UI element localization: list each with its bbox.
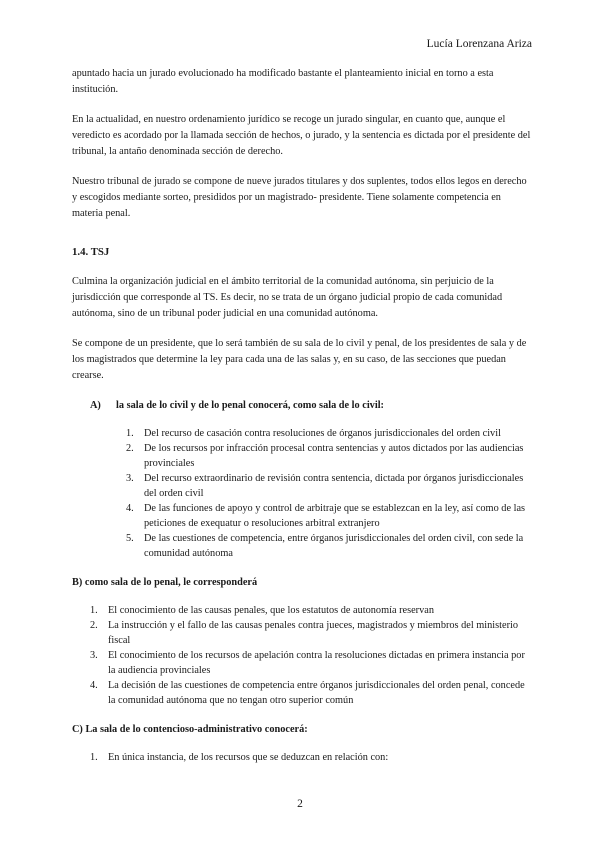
subsection-c-title: C) La sala de lo contencioso-administrativo conocerá: [72, 724, 308, 735]
subsection-b-title: B) como sala de lo penal, le corresponderá [72, 577, 258, 588]
page-content [72, 66, 532, 779]
list-a [126, 426, 532, 561]
list-b [90, 603, 532, 708]
list-c [90, 750, 532, 765]
paragraph-4: Culmina la organización judicial en el ámbito territorial de la comunidad autónoma, sin perjuicio de la jurisdicción que corresponde al TS. Es decir, no se trata de un órgano judicial propio de cada comunidad autónoma, sino de un tribunal poder judicial en una comunidad autónoma. [72, 276, 503, 319]
list-item: 1. En única instancia, de los recursos que se deduzcan en relación con: [90, 752, 389, 763]
list-item: 5. De las cuestiones de competencia, entre órganos jurisdiccionales del orden civil, con sede la comunidad autónoma [126, 533, 524, 559]
header-author: Lucía Lorenzana Ariza [426, 38, 532, 50]
paragraph-5: Se compone de un presidente, que lo será también de su sala de lo civil y penal, de los presidentes de sala y de los magistrados que determine la ley para cada una de las salas y, en su caso, de las secciones que puedan crearse. [72, 338, 527, 381]
list-item: 2. De los recursos por infracción procesal contra sentencias y autos dictados por las audiencias provinciales [126, 443, 524, 469]
section-heading-tsj: 1.4. TSJ [72, 246, 110, 258]
subsection-a-letter: A) [90, 400, 101, 411]
list-item: 4. De las funciones de apoyo y control de arbitraje que se establezcan en la ley, así como de las peticiones de exequatur o resoluciones arbitral extranjero [126, 503, 526, 529]
paragraph-3: Nuestro tribunal de jurado se compone de nueve jurados titulares y dos suplentes, todos ellos legos en derecho y escogidos mediante sorteo, presididos por un magistrado- presidente. Tiene solamente competencia en materia penal. [72, 176, 527, 219]
list-item: 4. La decisión de las cuestiones de competencia entre órganos jurisdiccionales del orden penal, concede la comunidad autónoma que no tengan otro superior común [90, 680, 525, 706]
list-item: 2. La instrucción y el fallo de las causas penales contra jueces, magistrados y miembros del ministerio fiscal [90, 620, 519, 646]
paragraph-1: apuntado hacia un jurado evolucionado ha modificado bastante el planteamiento inicial en torno a esta institución. [72, 68, 494, 95]
list-item: 3. Del recurso extraordinario de revisión contra sentencia, dictada por órganos jurisdiccionales del orden civil [126, 473, 524, 499]
list-item: 3. El conocimiento de los recursos de apelación contra la resoluciones dictadas en primera instancia por la audiencia provinciales [90, 650, 525, 676]
paragraph-2: En la actualidad, en nuestro ordenamiento jurídico se recoge un jurado singular, en cuanto que, aunque el veredicto es acordado por la llamada sección de hechos, o jurado, y la sentencia es dictada por el presidente del tribunal, la antaño denominada sección de derecho. [72, 114, 531, 157]
page-number: 2 [297, 798, 303, 810]
subsection-a-title [90, 398, 532, 414]
subsection-a-text: la sala de lo civil y de lo penal conocerá, como sala de lo civil: [116, 400, 384, 411]
list-item: 1. Del recurso de casación contra resoluciones de órganos jurisdiccionales del orden civil [126, 428, 501, 439]
list-item: 1. El conocimiento de las causas penales, que los estatutos de autonomía reservan [90, 605, 434, 616]
